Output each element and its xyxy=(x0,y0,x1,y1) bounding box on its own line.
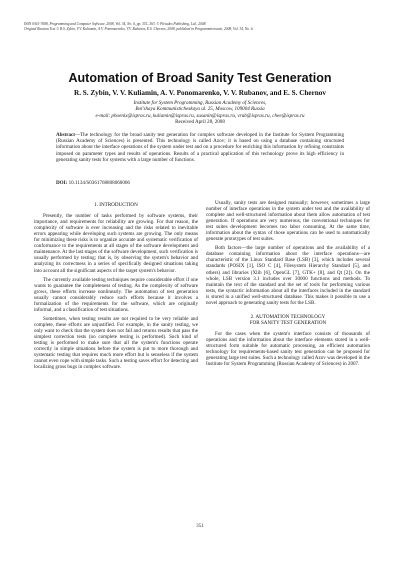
paragraph: Both factors—the large number of operations and the availability of a database containing information about the interface operations—are characteristic of the Linux Standard Base (LSB) [3], which includes several standards (POSIX [1], ISO C [4], Filesystem Hierarchy Standard [5], and others) and libraries (Xlib [6], OpenGL [7], GTK+ [8], and Qt [2]). On the whole, LSB version 3.1 includes over 30000 functions and methods. To maintain the text of the standard and the set of tools for performing various tests, the syntactic information about all the interfaces included in the standard is stored in a unified well-structured database. This makes it possible to use a novel approach to generating sanity tests for the LSB. xyxy=(206,245,370,306)
section-heading-introduction: 1. INTRODUCTION xyxy=(94,202,138,208)
doi-value: 10.1134/S0361768808060066 xyxy=(68,180,130,186)
paragraph: Presently, the number of tasks performed by software systems, their importance, and requirements for reliability are growing. For that reason, the complexity of software is ever increasing and the risks related to inevitable errors appearing while developing such systems are growing. The only means for minimizing these risks is to organize accurate and systematic verification of conformance to the requirements at all stages of the software development and maintenance. At the last stages of the software development, such verification is usually performed by testing; that is, by observing the system's behavior and analyzing its correctness in a series of specifically designed situations taking into account all the significant aspects of the target system's behavior. xyxy=(34,213,198,274)
section-heading-line: FOR SANITY TEST GENERATION xyxy=(249,319,327,326)
section-heading-automation xyxy=(206,314,370,326)
paragraph: Sometimes, when testing results are not required to be very reliable and complete, these efforts are unjustified. For example, in the sanity testing, we only want to check that the system does not fail and returns results that pass the simplest correction tests (no complete testing is performed). Such kind of testing is performed to make sure that all the system's functions operate correctly in simple situations before the system is put to more thorough and systematic testing that requires much more effort but is senseless if the system cannot even cope with simple tasks. Such a testing saves effort for detecting and localizing gross bugs in complex software. xyxy=(34,315,198,371)
article-title: Automation of Broad Sanity Test Generation xyxy=(68,71,332,85)
abstract xyxy=(56,132,344,163)
page-number: 351 xyxy=(196,523,204,529)
paragraph: For the cases when the system's interface consists of thousands of operations and the information about the interface elements stored in a well-structured form suitable for automatic processing, an efficient automation technology for requirements-based sanity test generation can be proposed for generating large test suites. Such a technology called Azov was developed in the Institute for System Programming (Russian Academy of Sciences) in 2007. xyxy=(206,330,370,368)
article-authors: R. S. Zybin, V. V. Kuliamin, A. V. Ponomarenko, V. V. Rubanov, and E. S. Chernov xyxy=(74,89,326,97)
journal-header-line-1: ISSN 0361-7688, Programming and Computer Software, 2008, Vol. 34, No. 6, pp. 351–363. © Pleiades Publishing, Ltd., 2008. xyxy=(24,22,207,26)
journal-header-line-2: Original Russian Text © R.S. Zybin, V.V. Kuliamin, A.V. Ponomarenko, V.V. Rubanov, E.S. Chernov, 2008, published in Programmirovanie, 2008, Vol. 34, No. 6. xyxy=(24,27,254,31)
affiliation-institute: Institute for System Programming, Russian Academy of Sciences, xyxy=(133,100,267,106)
paragraph: The currently available testing techniques require considerable effort if one wants to guarantee the completeness of testing. As the complexity of software grows, these efforts increase nonlinearly. The automation of test generation usually cannot considerably reduce such efforts because it involves a formalization of the requirements for the software, which are originally informal, and a classification of test situations. xyxy=(34,276,198,313)
doi-label: DOI: xyxy=(56,180,68,186)
right-column xyxy=(206,200,370,370)
abstract-label: Abstract xyxy=(56,132,75,138)
doi-line xyxy=(56,180,130,186)
affiliation-address: Bol'shaya Kommunisticheskaya ul. 25, Moscow, 109004 Russia xyxy=(135,106,265,113)
left-column xyxy=(34,200,198,373)
paragraph: Usually, sanity tests are designed manually; however, sometimes a large number of interface operations in the system under test and the availability of complete and well-structured information about them allow automation of test generation. If operations are very numerous, the conventional techniques for test suites development becomes too labor consuming. At the same time, information about the syntax of those operations can be used to automatically generate prototypes of test suites. xyxy=(206,200,370,243)
affiliation-emails: e-mail: phoenix@ispras.ru, kuliamin@ispras.ru, susanin@ispras.ru, vrub@ispras.ru, chee@ispras.ru xyxy=(95,112,305,119)
abstract-text: —The technology for the broad sanity test generation for complex software developed in the Institute for System Programming (Russian Academy of Sciences) is presented. This technology is called Azov; it is based on using a database containing structured information about the interface operations of the system under test and on a procedure for enriching this information by refining constraints imposed on parameter types and results of operations. Results of a practical application of this technology prove its high efficiency in generating sanity tests for systems with a large number of functions. xyxy=(56,132,344,163)
affiliation-block xyxy=(30,100,370,125)
section-heading-line: 2. AUTOMATION TECHNOLOGY xyxy=(250,313,326,320)
received-date: Received April 28, 2008 xyxy=(175,118,225,125)
